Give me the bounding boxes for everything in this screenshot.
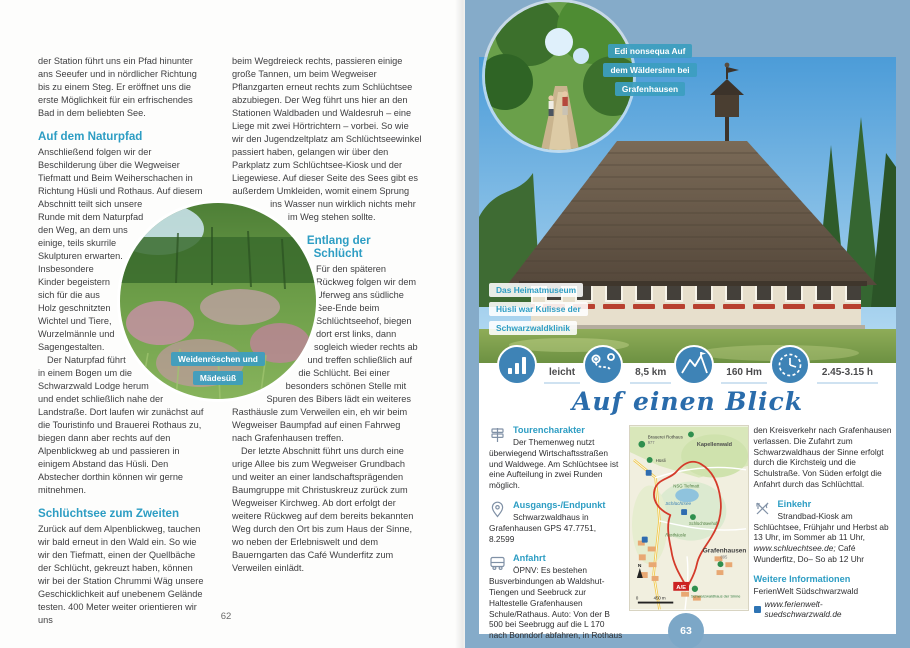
tour-stats-bar xyxy=(479,345,896,385)
section-anfahrt xyxy=(489,553,624,641)
map-label: 977 xyxy=(647,440,655,446)
map-label: NSG Tiefmatt xyxy=(672,483,699,489)
map-scale-label: 450 m xyxy=(653,595,666,601)
page-right xyxy=(465,0,910,648)
section-weitere-informationen xyxy=(754,574,893,620)
info-heading: Ausgangs-/Endpunkt xyxy=(513,499,606,510)
fork-knife-icon xyxy=(754,500,771,517)
stat-elevation xyxy=(674,345,767,385)
info-heading: Anfahrt xyxy=(513,553,546,564)
page-number-left: 62 xyxy=(220,611,232,622)
section-einkehr xyxy=(754,499,893,565)
caption-line: Hüsli war Kulisse der xyxy=(489,302,588,316)
page-number-right: 63 xyxy=(668,613,704,648)
paragraph: der Station führt uns ein Pfad hinunter ans Seeufer und in nördlicher Richtung bis zu einem Steg. Er eröffnet uns die erste Möglichkeit für ein erfrischendes Bad in dem beliebten See. xyxy=(38,56,197,118)
info-column-left xyxy=(489,425,624,648)
map-pin-icon xyxy=(489,501,506,518)
map-label: Schlüchtsee xyxy=(664,502,691,508)
photo-caption xyxy=(489,283,588,335)
caption-line: Grafenhausen xyxy=(615,82,685,96)
info-heading: Weitere Informationen xyxy=(753,573,851,584)
paragraph: Für den späteren Rückweg folgen wir dem Uferweg ans südliche See-Ende beim Schlüchtseehof, biegen dort erst links, dann sogleich wieder rechts ab und treffen schließlich auf die Schlücht. Bei einer besonders schönen Stelle mit Spuren des Bibers lädt ein weiteres Rasthäusle zum Verweilen ein, eh wir beim Wegweiser Baumpfad auf einen Fahrweg nach Grafenhausen treffen. xyxy=(232,264,418,443)
paragraph: Der letzte Abschnitt führt uns durch eine urige Allee bis zum Wegweiser Grundbach und weiter an einer landschaftsprägenden Baumgruppe mit Christuskreuz zurück zum Wegweiser Kirchweg. Ab dort erfolgt der weitere Rückweg auf dem bereits bekannten Weg durch den Ort bis zum Haus der Sinne, wo neben der Erlebniswelt und dem Bauerngarten das Café Wunderfitz zum Verweilen einlädt. xyxy=(232,446,414,573)
section-startpunkt xyxy=(489,500,624,544)
caption-line: Schwarzwaldklinik xyxy=(489,321,577,335)
map-label: Grafenhausen xyxy=(702,547,746,555)
map-label: Schlüchtseehof xyxy=(688,520,717,526)
web-icon xyxy=(754,606,761,613)
stat-distance xyxy=(583,345,671,385)
stat-label: 160 Hm xyxy=(721,367,767,384)
paragraph: Zurück auf dem Alpenblickweg, tauchen wir bald erneut in den Wald ein. So wie wir den Tiefmatt, einen der Quellbäche der Schlücht, gekreuzt haben, können wir bei der Station Chrummi Wäg unsere Geschicklichkeit auf unebenem Gelände testen. 400 Meter weiter orientieren wir uns xyxy=(38,524,204,625)
route-distance-icon xyxy=(583,345,623,385)
stat-duration xyxy=(770,345,878,385)
map-north-arrow: N xyxy=(637,564,641,570)
duration-clock-icon xyxy=(770,345,810,385)
info-text: ÖPNV: Es bestehen Busverbindungen ab Waldshut-Tiengen und Seebruck zur Haltestelle Grafenhausen Schule/Rathaus. Auto: Von der B 500 bei Seebrugg auf die L 170 nach Bonndorf abfahren, in Rothaus xyxy=(489,565,623,641)
bus-icon xyxy=(489,554,506,571)
stat-label: 8,5 km xyxy=(630,367,671,384)
info-text: Schwarzwaldhaus in Grafenhausen GPS 47.7751, 8.2599 xyxy=(489,511,597,544)
paragraph: Anschließend folgen wir der Beschilderung über die Wegweiser Tiefmatt und Beim Weiherschachen in Richtung Hüsli und Rothaus. Auf diesem Abschnitt teilt sich unsere Runde mit dem Naturpfad den Weg, an dem uns einige, teils skurrile Skulpturen erwarten. Insbesondere Kinder begeistern sich für die aus Holz geschnitzten Wichtel und Tiere, Wurzelmännle und Sagengestalten. xyxy=(38,147,203,352)
caption-line: Mädesüß xyxy=(193,371,243,385)
caption-line: Das Heimatmuseum xyxy=(489,283,583,297)
map-label: Rasthäusle xyxy=(664,532,686,538)
inset-photo-caption xyxy=(595,44,705,96)
website-url: www.ferienwelt-suedschwarzwald.de xyxy=(764,598,842,620)
map-label: Kapellenwald xyxy=(696,442,732,449)
map-scale-zero: 0 xyxy=(635,595,638,601)
info-heading: Tourencharakter xyxy=(513,425,585,435)
map-start-marker: A/E xyxy=(675,584,686,591)
section-anfahrt-continued xyxy=(754,425,893,490)
at-a-glance-title: Auf einen Blick xyxy=(571,387,804,416)
caption-line: Edi nonsequa Auf xyxy=(608,44,693,58)
stat-label: leicht xyxy=(544,367,580,384)
signpost-icon xyxy=(489,426,506,443)
info-text-part: Strandbad-Kiosk am Schlüchtsee, Frühjahr und Herbst ab 13 Uhr, im Sommer ab 11 Uhr, xyxy=(753,510,889,543)
info-heading: Einkehr xyxy=(777,498,812,509)
map-label: Schwarzwaldhaus der Sinne xyxy=(690,593,740,599)
section-heading: Auf dem Naturpfad xyxy=(38,130,143,143)
paragraph: beim Wegdreieck rechts, passieren einige große Tannen, um beim Wegweiser Pflanzgarten erneut rechts zum Schlüchtsee abzubiegen. Der Weg führt uns hier an den Stationen Waldbaden und Waldesruh – eine Liege mit zwei Hörtrichtern – vorbei. So wie wir den Jugendzeltplatz am Schlüchtseewinkel passiert haben, gelangen wir über den Parkplatz zum Schlüchtsee-Kiosk und der Liegewiese. Auf dieser Seite des Sees gibt es außerdem Umkleiden, womit einem Sprung ins Wasser nun wirklich nichts mehr im Weg stehen sollte. xyxy=(232,56,422,222)
info-text: Der Themenweg nutzt überwiegend Wirtschaftsstraßen und Waldwege. Am Schlüchtsee ist eine Aufteilung in zwei Runden möglich. xyxy=(489,437,619,491)
stat-label: 2.45-3.15 h xyxy=(817,367,878,384)
caption-line: Weidenröschen und xyxy=(171,352,265,366)
caption-line: dem Wäldersinn bei xyxy=(603,63,696,77)
info-text xyxy=(754,511,893,565)
map-label: Brauerei Rothaus xyxy=(647,434,683,440)
paragraph: Der Naturpfad führt in einem Bogen um die Schwarzwald Lodge herum und endet schließlich nahe der Landstraße. Dort laufen wir zunächst auf die Touristinfo und Brauerei Rothaus zu, biegen dann aber rechts auf den Alpenblickweg ab und passieren in einigem Abstand das Hüsli. Den Abstecher dorthin können wir gerne mitnehmen. xyxy=(38,355,204,495)
info-text: den Kreisverkehr nach Grafenhausen verlassen. Die Zufahrt zum Schwarzwaldhaus der Sinne erfolgt durch die Kirchsteig und die Schulstraße. Von Süden erfolgt die Anfahrt durch das Schlüchttal. xyxy=(753,425,892,489)
map-label: Hüsli xyxy=(655,457,666,463)
stat-difficulty xyxy=(497,345,580,385)
difficulty-bars-icon xyxy=(497,345,537,385)
einkehr-url: www.schluechtsee.de; xyxy=(753,543,836,554)
website-row xyxy=(754,599,893,621)
elevation-mountains-icon xyxy=(674,345,714,385)
map-label: 895 xyxy=(719,554,727,560)
section-heading: Entlang der Schlücht xyxy=(306,234,371,260)
info-text-part: Café Wunderfitz, Do– So ab 12 Uhr xyxy=(753,543,865,564)
meadow-photo xyxy=(120,203,316,399)
tour-map-illustration xyxy=(629,425,749,611)
section-heading: Schlüchtsee zum Zweiten xyxy=(38,507,180,520)
info-column-right xyxy=(754,425,893,648)
photo-caption xyxy=(142,352,294,385)
info-text: FerienWelt Südschwarzwald xyxy=(753,585,859,596)
section-tourencharakter xyxy=(489,425,624,491)
